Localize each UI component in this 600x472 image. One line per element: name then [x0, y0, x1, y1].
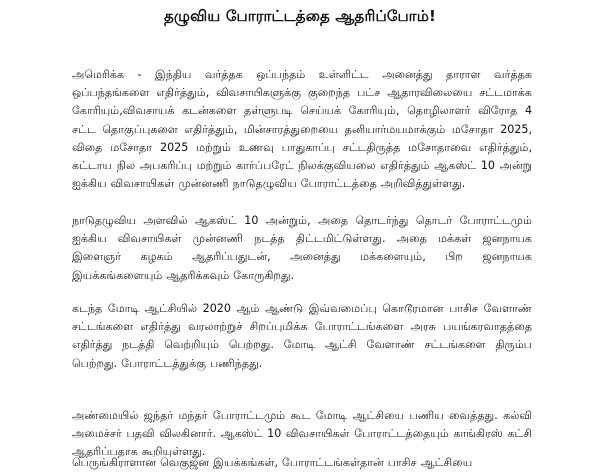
paragraph-2: நாடுதழுவிய அளவில் ஆகஸ்ட் 10 அன்றும், அதை தொடர்ந்து தொடர் போராட்டமும் ஐக்கிய விவசாயிகள் முன்னணி நடத்த திட்டமிட்டுள்ளது. அதை மக்கள் ஜனநாயக இளைஞர் கழகம் ஆதரிப்பதுடன், அனைத்து மக்களையும், பிற ஜனநாயக இயக்கங்களையும் ஆதரிக்கவும் கோருகிறது. — [72, 214, 532, 282]
paragraph-1: அமெரிக்க - இந்திய வர்த்தக ஒப்பந்தம் உள்ளிட்ட அனைத்து தாராள வர்த்தக ஒப்பந்தங்களை எதிர்த்தும், விவசாயிகளுக்கு குறைந்த பட்ச ஆதாரவிலையை சட்டமாக்க கோரியும்,விவசாயக் கடன்களை தள்ளுபடி செய்யக் கோரியும், தொழிலாளர் விரோத 4 சட்ட தொகுப்புகளை எதிர்த்தும், மின்சாரத்துறையை தனியார்மயமாக்கும் மசோதா 2025, விதை மசோதா 2025 மற்றும் உணவு பாதுகாப்பு சட்டதிருத்த மசோதாவை எதிர்த்தும், கட்டாய நில அபகரிப்பு மற்றும் கார்ப்பரேட் நிலக்குவியலை எதிர்த்தும் ஆகஸ்ட் 10 அன்று ஐக்கிய விவசாயிகள் முன்னணி நாடுதழுவிய போராட்டத்தை அறிவித்துள்ளது. — [72, 68, 532, 191]
document-title: தழுவிய போராட்டத்தை ஆதரிப்போம்! — [163, 7, 437, 25]
paragraph-5: பெருங்கிராளான வெகுஜன இயக்கங்கள், போராட்டங்கள்தான் பாசிச ஆட்சியை — [72, 456, 473, 469]
paragraph-4: அண்மையில் ஜந்தர் மந்தர் போராட்டமும் கூட மோடி ஆட்சியை பணிய வைத்தது. கல்வி அமைச்சர் பதவி விலகினார். ஆகஸ்ட் 10 விவசாயிகள் போராட்டத்தையும் காங்கிரஸ் கட்சி ஆதரிப்பதாக கூறியுள்ளது. — [72, 409, 532, 459]
paragraph-3: கடந்த மோடி ஆட்சியில் 2020 ஆம் ஆண்டு இவ்வமைப்பு கொடூரமான பாசிச வேளாண் சட்டங்களை எதிர்த்து வரலாற்றுச் சிறப்புமிக்க போராட்டங்களை அரசு பயங்கரவாதத்தை எதிர்த்து நடத்தி வெற்றியும் பெற்றது. மோடி ஆட்சி வேளாண் சட்டங்களை திரும்ப பெற்றது. போராட்டத்துக்கு பணிந்தது. — [72, 302, 532, 370]
